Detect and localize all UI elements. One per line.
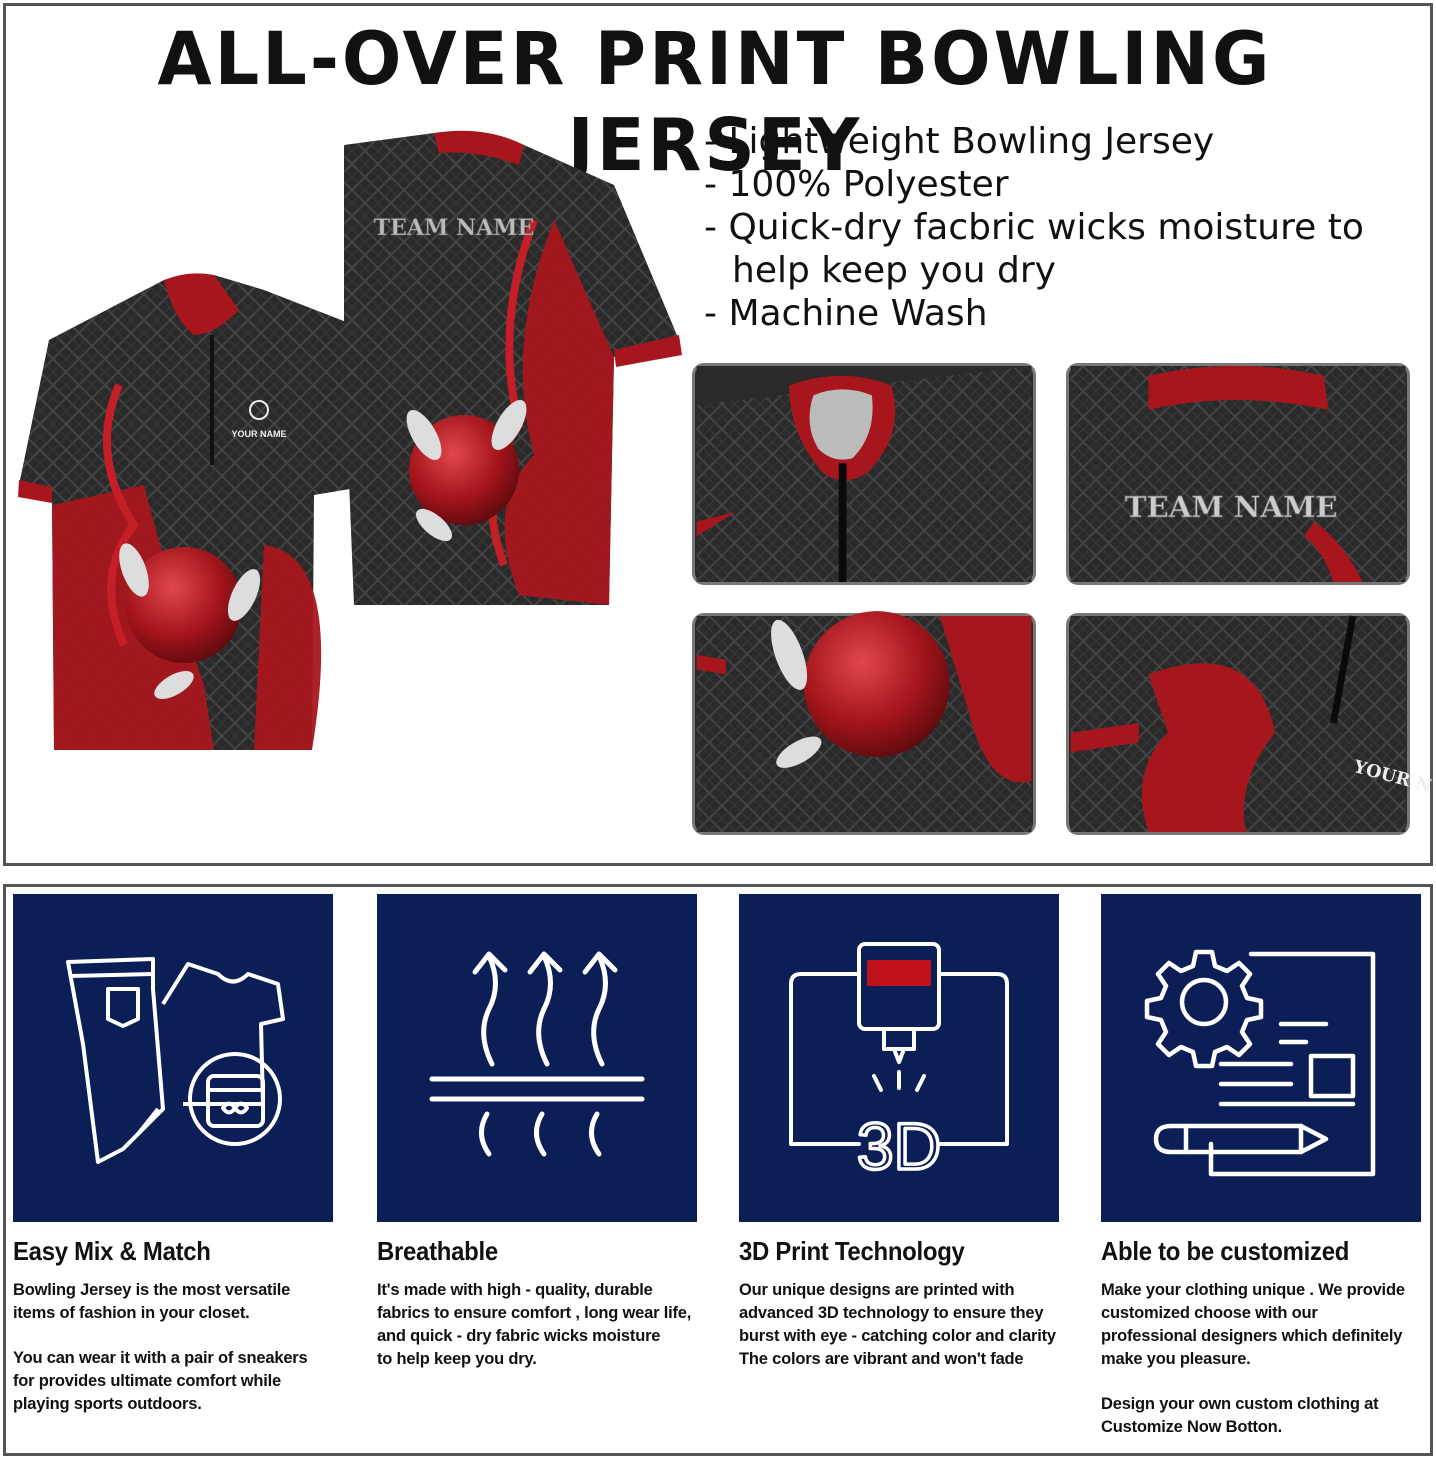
benefit-description: Bowling Jersey is the most versatile items of fashion in your closet.: [13, 1281, 291, 1322]
benefit-description: You can wear it with a pair of sneakers for provides ultimate comfort while playing sports outdoors.: [13, 1349, 308, 1413]
benefit-card-3d-print: [739, 894, 1059, 1371]
benefit-description: Make your clothing unique . We provide customized choose with our professional designers which definitely make you pleasure.: [1101, 1281, 1405, 1368]
3d-label: 3D: [856, 1109, 942, 1183]
jersey-product-image: [14, 125, 684, 765]
detail-your-name-text: YOUR N: [1351, 757, 1434, 798]
detail-collar-zipper: [692, 363, 1036, 585]
benefit-description: Our unique designs are printed with advanced 3D technology to ensure they burst with eye - catching color and clarity The colors are vibrant and won't fade: [739, 1281, 1056, 1368]
feature-item: - Lightweight Bowling Jersey: [704, 120, 1424, 163]
feature-item: - Machine Wash: [704, 292, 1424, 335]
clothing-mix-icon: [13, 894, 333, 1222]
custom-design-icon: [1101, 894, 1421, 1222]
jersey-your-name: YOUR NAME: [231, 429, 287, 439]
benefit-title: Breathable: [377, 1236, 498, 1266]
3d-printer-icon: [739, 894, 1059, 1222]
breathable-airflow-icon: [377, 894, 697, 1222]
detail-team-name: [1066, 363, 1410, 585]
benefit-card-breathable: [377, 894, 697, 1371]
page-title: ALL-OVER PRINT BOWLING JERSEY: [157, 15, 1273, 189]
feature-item: - Quick-dry facbric wicks moisture to help keep you dry: [704, 206, 1424, 292]
jersey-front: [18, 273, 374, 750]
detail-chest-logo: [1066, 613, 1434, 835]
detail-team-name-text: TEAM NAME: [1124, 489, 1338, 524]
benefit-title: 3D Print Technology: [739, 1236, 965, 1266]
detail-bowling-ball: [692, 613, 1036, 835]
benefit-card-mix-match: [13, 894, 333, 1416]
benefit-description: Design your own custom clothing at Customize Now Botton.: [1101, 1395, 1379, 1436]
benefit-title: Easy Mix & Match: [13, 1236, 211, 1266]
jersey-back: [344, 131, 682, 605]
benefit-description: It's made with high - quality, durable fabrics to ensure comfort , long wear life, and quick - dry fabric wicks moisture to help keep you dry.: [377, 1281, 692, 1368]
feature-item: - 100% Polyester: [704, 163, 1424, 206]
benefit-title: Able to be customized: [1101, 1236, 1350, 1266]
benefit-card-customized: [1101, 894, 1421, 1439]
feature-list: [704, 120, 1424, 335]
jersey-team-name: TEAM NAME: [373, 215, 535, 241]
